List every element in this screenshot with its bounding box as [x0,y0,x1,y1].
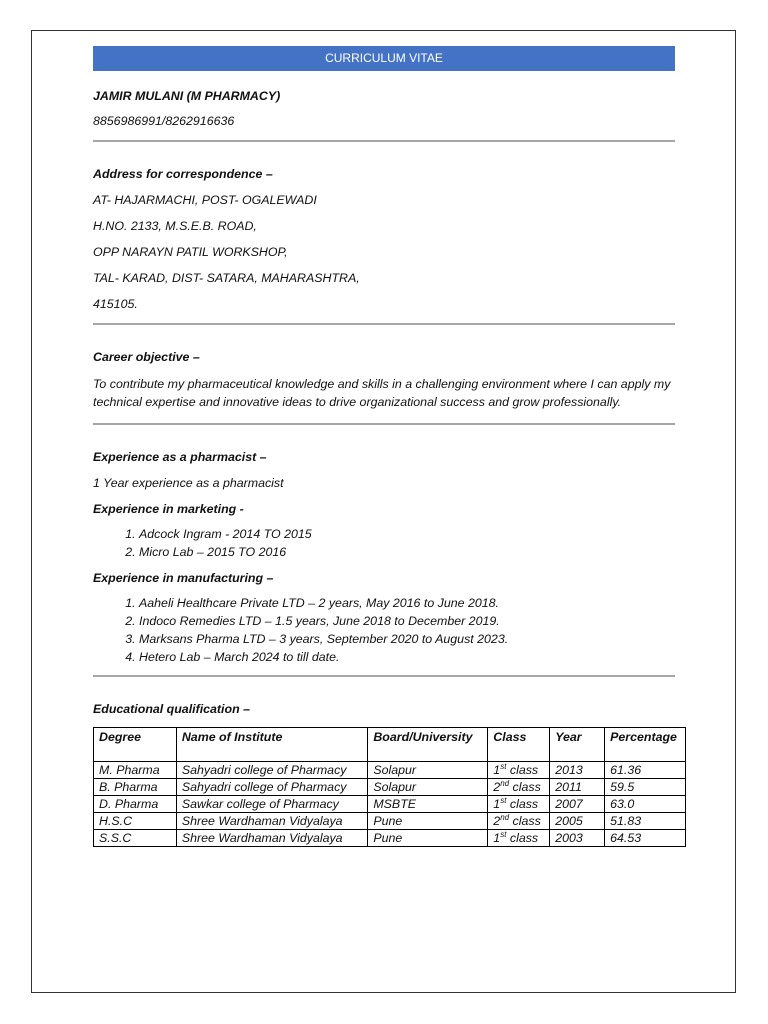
list-item: 2. Indoco Remedies LTD – 1.5 years, June 2018 to December 2019. [139,612,675,630]
marketing-list [93,525,675,561]
manufacturing-experience-heading: Experience in manufacturing – [93,571,274,585]
phone-numbers: 8856986991/8262916636 [93,114,235,128]
institute-cell: Shree Wardhaman Vidyalaya [176,813,367,830]
manufacturing-list [93,594,675,666]
candidate-name: JAMIR MULANI (M PHARMACY) [93,89,281,103]
address-line: OPP NARAYN PATIL WORKSHOP, [93,245,288,259]
board-cell: Pune [368,813,488,830]
year-cell: 2011 [550,779,605,796]
document-title: CURRICULUM VITAE [93,46,675,71]
education-heading: Educational qualification – [93,702,250,716]
table-row [94,762,686,779]
table-header-row [94,728,686,762]
percentage-cell: 64.53 [605,830,686,847]
pharmacist-experience-text: 1 Year experience as a pharmacist [93,476,284,490]
list-item: 4. Hetero Lab – March 2024 to till date. [139,648,675,666]
education-table [93,727,686,847]
objective-heading: Career objective – [93,350,200,364]
percentage-cell: 63.0 [605,796,686,813]
percentage-cell: 61.36 [605,762,686,779]
address-heading: Address for correspondence – [93,167,273,181]
table-row [94,796,686,813]
class-cell: 1st class [488,830,550,847]
list-item: 1. Aaheli Healthcare Private LTD – 2 years, May 2016 to June 2018. [139,594,675,612]
degree-cell: B. Pharma [94,779,177,796]
list-item: 1. Adcock Ingram - 2014 TO 2015 [139,525,675,543]
divider [93,423,675,425]
list-item: 3. Marksans Pharma LTD – 3 years, September 2020 to August 2023. [139,630,675,648]
column-header: Degree [94,728,177,762]
column-header: Class [488,728,550,762]
percentage-cell: 51.83 [605,813,686,830]
address-line: TAL- KARAD, DIST- SATARA, MAHARASHTRA, [93,271,360,285]
degree-cell: H.S.C [94,813,177,830]
degree-cell: S.S.C [94,830,177,847]
degree-cell: M. Pharma [94,762,177,779]
institute-cell: Sahyadri college of Pharmacy [176,779,367,796]
divider [93,140,675,142]
board-cell: MSBTE [368,796,488,813]
table-row [94,779,686,796]
year-cell: 2005 [550,813,605,830]
address-line: 415105. [93,297,138,311]
year-cell: 2013 [550,762,605,779]
percentage-cell: 59.5 [605,779,686,796]
table-row [94,813,686,830]
class-cell: 2nd class [488,779,550,796]
table-row [94,830,686,847]
degree-cell: D. Pharma [94,796,177,813]
class-cell: 1st class [488,796,550,813]
address-line: H.NO. 2133, M.S.E.B. ROAD, [93,219,257,233]
institute-cell: Sawkar college of Pharmacy [176,796,367,813]
institute-cell: Sahyadri college of Pharmacy [176,762,367,779]
column-header: Board/University [368,728,488,762]
column-header: Name of Institute [176,728,367,762]
board-cell: Solapur [368,779,488,796]
divider [93,675,675,677]
class-cell: 1st class [488,762,550,779]
divider [93,323,675,325]
pharmacist-experience-heading: Experience as a pharmacist – [93,450,267,464]
address-line: AT- HAJARMACHI, POST- OGALEWADI [93,193,317,207]
institute-cell: Shree Wardhaman Vidyalaya [176,830,367,847]
column-header: Year [550,728,605,762]
column-header: Percentage [605,728,686,762]
board-cell: Pune [368,830,488,847]
year-cell: 2007 [550,796,605,813]
year-cell: 2003 [550,830,605,847]
marketing-experience-heading: Experience in marketing - [93,502,244,516]
objective-text: To contribute my pharmaceutical knowledge and skills in a challenging environment where I can apply my technical expertise and innovative ideas to drive organizational success and grow professionally. [93,377,671,409]
list-item: 2. Micro Lab – 2015 TO 2016 [139,543,675,561]
board-cell: Solapur [368,762,488,779]
document-content [93,46,675,847]
class-cell: 2nd class [488,813,550,830]
